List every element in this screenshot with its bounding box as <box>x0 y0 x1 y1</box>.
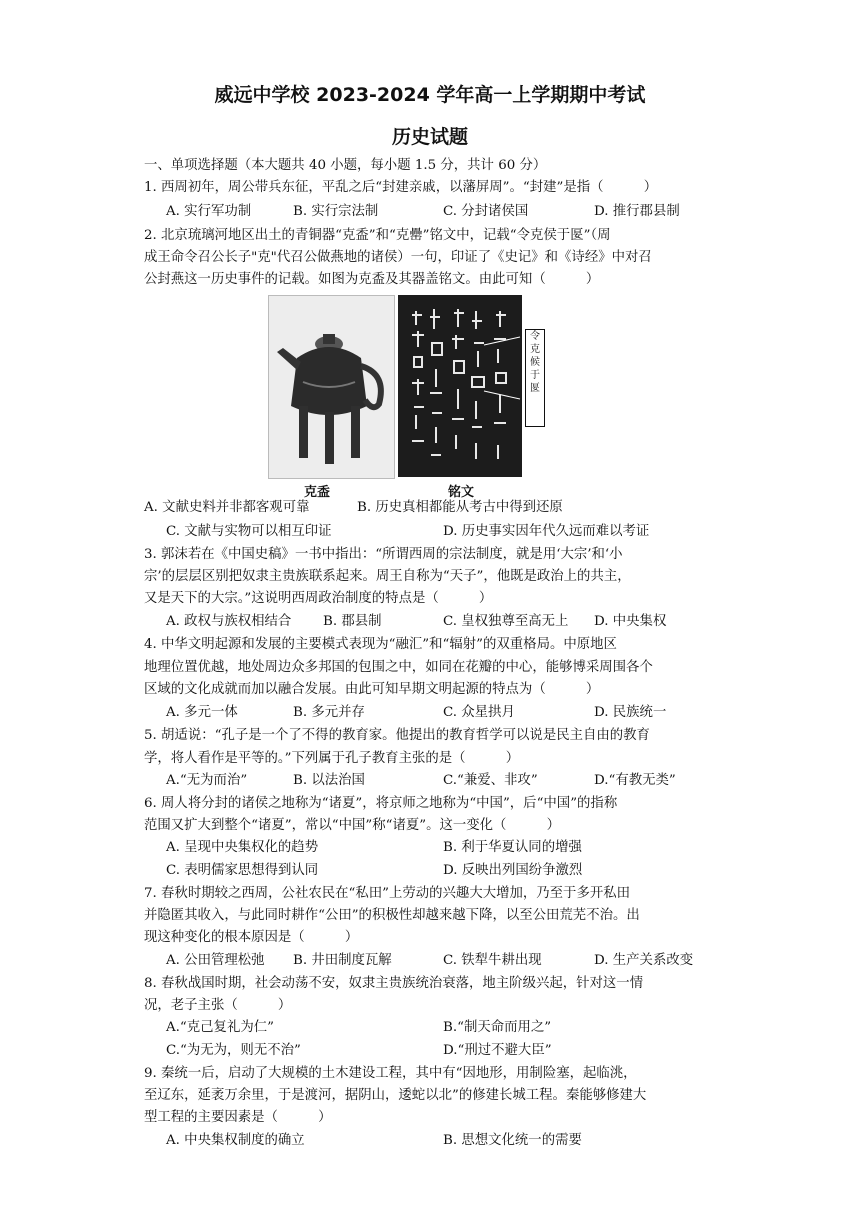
question-7-stem-line-3: 现这种变化的根本原因是（ ） <box>144 930 359 945</box>
section-heading: 一、单项选择题（本大题共 40 小题，每小题 1.5 分，共计 60 分） <box>144 158 547 173</box>
question-2-stem-line-3: 公封燕这一历史事件的记载。如图为克盉及其器盖铭文。由此可知（ ） <box>144 272 600 287</box>
question-6-stem-line-1: 6. 周人将分封的诸侯之地称为“诸夏”，将京师之地称为“中国”，后“中国”的指称 <box>144 796 618 811</box>
question-5-option-a: A.“无为而治” <box>166 773 248 788</box>
caption-inscription: 铭文 <box>448 485 475 500</box>
exam-title: 威远中学校 2023-2024 学年高一上学期期中考试 <box>214 84 646 106</box>
inset-char: 克 <box>530 344 540 355</box>
question-1-option-b: B. 实行宗法制 <box>293 204 379 219</box>
question-2-stem-line-1: 2. 北京琉璃河地区出土的青铜器“克盉”和“克罍”铭文中，记载“令克侯于匽”（周 <box>144 228 611 243</box>
question-1-stem: 1. 西周初年，周公带兵东征，平乱之后“封建亲戚，以藩屏周”。“封建”是指（ ） <box>144 180 658 195</box>
question-3-stem-line-1: 3. 郭沫若在《中国史稿》一书中指出：“所谓西周的宗法制度，就是用‘大宗’和‘小 <box>144 547 623 562</box>
question-8-option-c: C.“为无为，则无不治” <box>166 1043 301 1058</box>
question-7-stem-line-2: 并隐匿其收入，与此同时耕作“公田”的积极性却越来越下降，以至公田荒芜不治。出 <box>144 908 640 923</box>
question-8-option-a: A.“克己复礼为仁” <box>166 1020 274 1035</box>
question-7-option-d: D. 生产关系改变 <box>594 953 694 968</box>
question-4-option-c: C. 众星拱月 <box>443 705 515 720</box>
question-1-option-c: C. 分封诸侯国 <box>443 204 529 219</box>
question-5-option-b: B. 以法治国 <box>293 773 365 788</box>
question-4-option-d: D. 民族统一 <box>594 705 667 720</box>
ke-he-vessel-photo <box>268 295 395 479</box>
inscription-rubbing <box>398 295 522 477</box>
question-3-option-a: A. 政权与族权相结合 <box>166 614 292 629</box>
question-4-stem-line-3: 区域的文化成就而加以融合发展。由此可知早期文明起源的特点为（ ） <box>144 682 600 697</box>
question-1-option-d: D. 推行郡县制 <box>594 204 680 219</box>
inset-char: 于 <box>530 370 540 381</box>
question-6-option-d: D. 反映出列国纷争激烈 <box>443 863 583 878</box>
inscription-inset-label <box>525 329 545 427</box>
question-5-stem-line-2: 学，将人看作是平等的。”下列属于孔子教育主张的是（ ） <box>144 751 520 766</box>
question-2-option-d: D. 历史事实因年代久远而难以考证 <box>443 524 650 539</box>
question-8-option-b: B.“制天命而用之” <box>443 1020 552 1035</box>
question-3-stem-line-2: 宗’的层层区别把奴隶主贵族联系起来。周王自称为“天子”，他既是政治上的共主， <box>144 569 631 584</box>
caption-vessel: 克盉 <box>304 485 331 500</box>
question-2-option-b: B. 历史真相都能从考古中得到还原 <box>357 500 563 515</box>
question-3-option-b: B. 郡县制 <box>323 614 382 629</box>
question-6-stem-line-2: 范围又扩大到整个“诸夏”，常以“中国”称“诸夏”。这一变化（ ） <box>144 818 561 833</box>
inscription-drawing <box>398 295 522 477</box>
question-2-option-a: A. 文献史料并非都客观可靠 <box>144 500 310 515</box>
question-9-option-a: A. 中央集权制度的确立 <box>166 1133 305 1148</box>
question-4-stem-line-2: 地理位置优越，地处周边众多邦国的包围之中，如同在花瓣的中心，能够博采周围各个 <box>144 660 653 675</box>
question-9-stem-line-2: 至辽东，延袤万余里，于是渡河，据阴山，逶蛇以北”的修建长城工程。秦能够修建大 <box>144 1088 647 1103</box>
question-4-option-b: B. 多元并存 <box>293 705 365 720</box>
question-7-option-a: A. 公田管理松弛 <box>166 953 265 968</box>
question-6-option-a: A. 呈现中央集权化的趋势 <box>166 840 319 855</box>
question-5-option-d: D.“有教无类” <box>594 773 676 788</box>
question-4-option-a: A. 多元一体 <box>166 705 238 720</box>
question-4-stem-line-1: 4. 中华文明起源和发展的主要模式表现为“融汇”和“辐射”的双重格局。中原地区 <box>144 637 617 652</box>
question-9-option-b: B. 思想文化统一的需要 <box>443 1133 582 1148</box>
question-7-option-c: C. 铁犁牛耕出现 <box>443 953 542 968</box>
question-9-stem-line-1: 9. 秦统一后，启动了大规模的土木建设工程，其中有“因地形，用制险塞，起临洮， <box>144 1066 637 1081</box>
question-5-option-c: C.“兼爱、非攻” <box>443 773 538 788</box>
inset-char: 匽 <box>530 383 540 394</box>
question-8-option-d: D.“刑过不避大臣” <box>443 1043 552 1058</box>
question-6-option-c: C. 表明儒家思想得到认同 <box>166 863 319 878</box>
question-3-option-d: D. 中央集权 <box>594 614 667 629</box>
question-3-option-c: C. 皇权独尊至高无上 <box>443 614 569 629</box>
inset-char: 候 <box>530 357 540 368</box>
question-3-stem-line-3: 又是天下的大宗。”这说明西周政治制度的特点是（ ） <box>144 591 493 606</box>
question-2-stem-line-2: 成王命令召公长子"克"代召公做燕地的诸侯）一句，印证了《史记》和《诗经》中对召 <box>144 250 652 265</box>
ke-he-vessel-drawing <box>269 296 394 478</box>
question-8-stem-line-1: 8. 春秋战国时期，社会动荡不安，奴隶主贵族统治衰落，地主阶级兴起，针对这一情 <box>144 976 644 991</box>
question-9-stem-line-3: 型工程的主要因素是（ ） <box>144 1110 332 1125</box>
question-7-stem-line-1: 7. 春秋时期较之西周，公社农民在“私田”上劳动的兴趣大大增加，乃至于多开私田 <box>144 886 631 901</box>
question-2-option-c: C. 文献与实物可以相互印证 <box>166 524 332 539</box>
bronze-figure <box>268 295 522 500</box>
question-1-option-a: A. 实行军功制 <box>166 204 252 219</box>
exam-subtitle: 历史试题 <box>391 126 468 148</box>
question-8-stem-line-2: 况，老子主张（ ） <box>144 998 292 1013</box>
question-5-stem-line-1: 5. 胡适说：“孔子是一个了不得的教育家。他提出的教育哲学可以说是民主自由的教育 <box>144 728 650 743</box>
question-7-option-b: B. 井田制度瓦解 <box>293 953 392 968</box>
question-6-option-b: B. 利于华夏认同的增强 <box>443 840 582 855</box>
inset-char: 令 <box>530 331 540 342</box>
